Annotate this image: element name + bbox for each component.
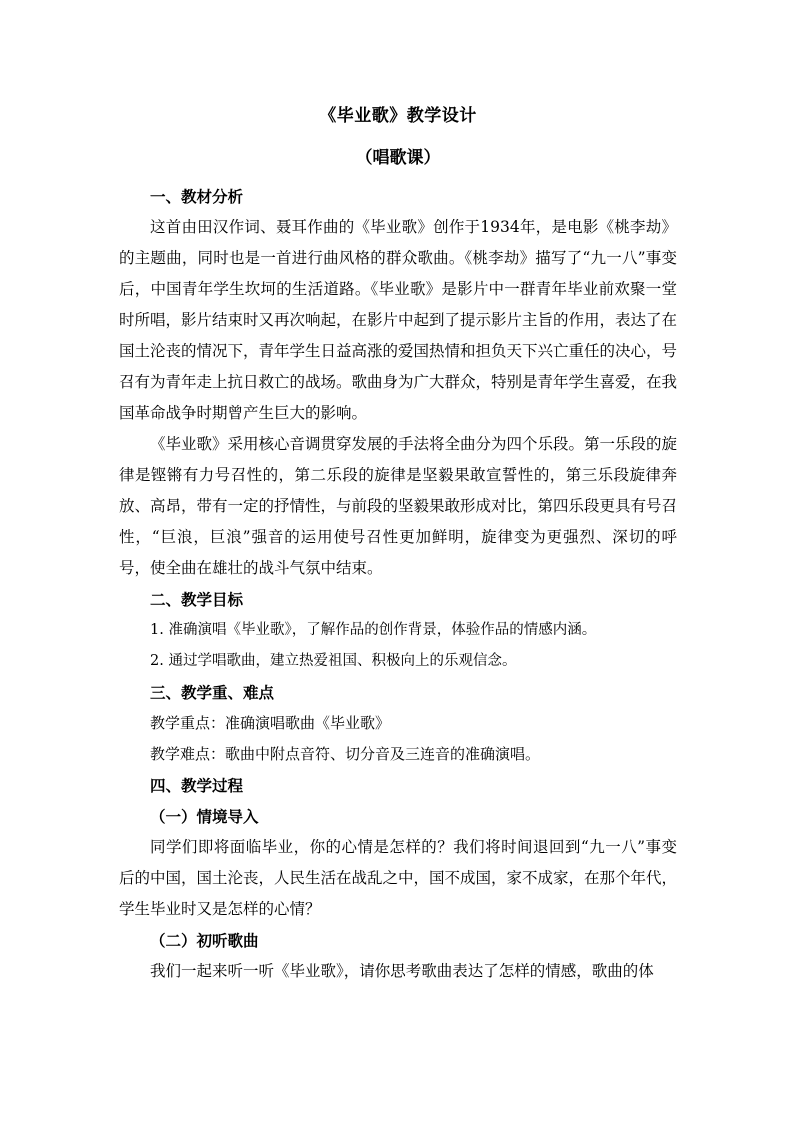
paragraph: 我们一起来听一听《毕业歌》，请你思考歌曲表达了怎样的情感，歌曲的体 (150, 962, 654, 980)
paragraph: 同学们即将面临毕业，你的心情是怎样的？我们将时间退回到“九一八”事变后的中国，国土沦丧，人民生活在战乱之中，国不成国，家不成家，在那个年代，学生毕业时又是怎样的心情？ (119, 838, 678, 918)
subsection-heading: （一）情境导入 (150, 807, 259, 826)
teaching-difficulty: 教学难点：歌曲中附点音符、切分音及三连音的准确演唱。 (150, 745, 541, 763)
section-heading: 一、教材分析 (150, 187, 244, 206)
paragraph: 这首由田汉作词、聂耳作曲的《毕业歌》创作于1934年，是电影《桃李劫》的主题曲，同时也是一首进行曲风格的群众歌曲。《桃李劫》描写了“九一八”事变后，中国青年学生坎坷的生活道路。《毕业歌》是影片中一群青年毕业前欢聚一堂时所唱，影片结束时又再次响起，在影片中起到了提示影片主旨的作用，表达了在国土沦丧的情况下，青年学生日益高涨的爱国热情和担负天下兴亡重任的决心，号召有为青年走上抗日救亡的战场。歌曲身为广大群众，特别是青年学生喜爱，在我国革命战争时期曾产生巨大的影响。 (119, 218, 678, 422)
document-body (119, 103, 677, 987)
document-title: 《毕业歌》教学设计 (319, 106, 477, 126)
section-teaching-process (119, 770, 677, 987)
section-heading: 四、教学过程 (150, 776, 244, 795)
section-key-points (119, 677, 677, 770)
section-teaching-goals (119, 584, 677, 677)
document-subtitle: （唱歌课） (355, 148, 441, 168)
subsection-heading: （二）初听歌曲 (150, 931, 259, 950)
teaching-focus: 教学重点：准确演唱歌曲《毕业歌》 (150, 714, 391, 732)
section-heading: 三、教学重、难点 (150, 683, 275, 702)
list-item: 1. 准确演唱《毕业歌》，了解作品的创作背景，体验作品的情感内涵。 (150, 622, 597, 638)
section-heading: 二、教学目标 (150, 590, 244, 609)
list-item: 2. 通过学唱歌曲，建立热爱祖国、积极向上的乐观信念。 (150, 653, 517, 669)
paragraph: 《毕业歌》采用核心音调贯穿发展的手法将全曲分为四个乐段。第一乐段的旋律是铿锵有力号召性的，第二乐段的旋律是坚毅果敢宣誓性的，第三乐段旋律奔放、高昂，带有一定的抒情性，与前段的坚毅果敢形成对比，第四乐段更具有号召性，“巨浪，巨浪”强音的运用使号召性更加鲜明，旋律变为更强烈、深切的呼号，使全曲在雄壮的战斗气氛中结束。 (119, 435, 678, 577)
section-material-analysis (119, 181, 677, 584)
